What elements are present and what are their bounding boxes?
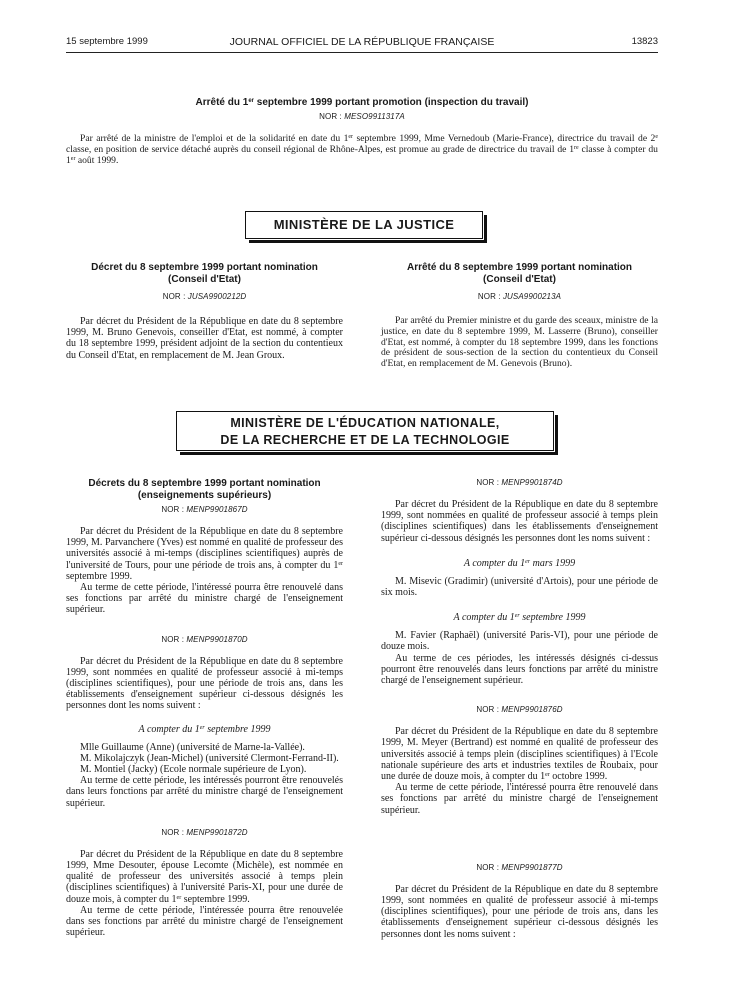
justice-arrete-title-line2: (Conseil d'Etat)	[483, 274, 556, 285]
ministry-education-heading	[176, 411, 554, 451]
top-arrete-section	[66, 97, 658, 166]
nor-label: NOR :	[161, 827, 187, 837]
justice-arrete-text: Par arrêté du Premier ministre et du garde des sceaux, ministre de la justice, en date du 8 septembre 1999, M. Lasserre (Bruno), conseiller d'Etat, est nommé, à compter du 18 septembre 1999, dans les fonctions de président de sous-section de la section du contentieux du Conseil d'Etat, en remplacement de M. Genevois (Bruno).	[381, 315, 658, 370]
education-right-1-item-2: M. Favier (Raphaël) (université Paris-VI), pour une période de douze mois.	[381, 630, 658, 653]
justice-decret-nor	[66, 291, 343, 302]
education-right-nor-3	[381, 862, 658, 873]
education-left-2-p1: Par décret du Président de la République en date du 8 septembre 1999, sont nommées en qualité de professeur associé à mi-temps (disciplines scientifiques), pour une période de trois ans, dans les établissements d'enseignement supérieur ci-dessous désignés les personnes dont les noms suivent :	[66, 655, 343, 712]
ministry-education-line2: DE LA RECHERCHE ET DE LA TECHNOLOGIE	[220, 433, 510, 447]
nor-code: MENP9901872D	[186, 827, 248, 837]
nor-label: NOR :	[476, 705, 502, 715]
justice-arrete-nor	[381, 291, 658, 302]
education-right-nor-1	[381, 477, 658, 488]
ministry-justice-label: MINISTÈRE DE LA JUSTICE	[273, 217, 455, 232]
nor-code: MENP9901877D	[501, 862, 563, 872]
nor-label: NOR :	[162, 292, 188, 301]
justice-arrete-section	[381, 262, 658, 370]
education-left-3-p1: Par décret du Président de la République en date du 8 septembre 1999, Mme Desouter, épouse Lecomte (Michèle), est nommée en qualité de professeur des universités associé à temps plein (disciplines scientifiques) à l'université Paris-XI, pour une durée de douze mois, à compter du 1er septembre 1999.	[66, 848, 343, 905]
education-right-nor-2	[381, 704, 658, 715]
education-left-3-p2: Au terme de cette période, l'intéressée pourra être renouvelée dans ses fonctions par arrêté du ministre chargé de l'enseignement supérieur.	[66, 904, 343, 939]
education-right-2-p1: Par décret du Président de la République en date du 8 septembre 1999, M. Meyer (Bertrand) est nommé en qualité de professeur des universités associé à temps plein (disciplines scientifiques) à l'Ecole nationale supérieure des arts et industries textiles de Roubaix, pour une durée de douze mois, à compter du 1er octobre 1999.	[381, 726, 658, 783]
nor-code: MENP9901867D	[186, 505, 248, 514]
education-right-1-p1: Par décret du Président de la République en date du 8 septembre 1999, sont nommées en qualité de professeur associé à temps plein (disciplines scientifiques) dans les établissements d'enseignement supérieur ci-dessous désignés les personnes dont les noms suivent :	[381, 499, 658, 544]
top-arrete-title: Arrêté du 1er septembre 1999 portant promotion (inspection du travail)	[195, 97, 529, 108]
education-right-1-dateline-1: A compter du 1er mars 1999	[463, 557, 576, 569]
nor-label: NOR :	[477, 292, 503, 301]
education-right-3-p1: Par décret du Président de la République en date du 8 septembre 1999, sont nommées en qualité de professeur associé à mi-temps (disciplines scientifiques), pour une période de trois ans, dans les établissements d'enseignement supérieur ci-dessous désignés les personnes dont les noms suivent :	[381, 883, 658, 940]
justice-arrete-title-line1: Arrêté du 8 septembre 1999 portant nomination	[406, 262, 633, 273]
justice-decret-text: Par décret du Président de la République en date du 8 septembre 1999, M. Bruno Genevois, conseiller d'Etat, est nommé, à compter du 18 septembre 1999, président adjoint de la section du contentieux du Conseil d'Etat, en remplacement de M. Jean Groux.	[66, 316, 343, 361]
education-decrets-title-line2: (enseignements supérieurs)	[137, 490, 272, 501]
top-arrete-nor	[66, 111, 658, 122]
education-right-1-dateline-2: A compter du 1er septembre 1999	[453, 612, 586, 624]
education-right-column	[381, 477, 658, 940]
education-left-1-p2: Au terme de cette période, l'intéressé pourra être renouvelé dans ses fonctions par arrêté du ministre chargé de l'enseignement supérieur.	[66, 582, 343, 616]
education-left-1-p1: Par décret du Président de la République en date du 8 septembre 1999, M. Parvanchere (Yves) est nommé en qualité de professeur des universités associé à mi-temps (disciplines scientifiques) auprès de l'université de Tours, pour une période de trois ans, à compter du 1er septembre 1999.	[66, 526, 343, 582]
header-date: 15 septembre 1999	[66, 36, 148, 47]
justice-decret-section	[66, 262, 343, 361]
header-journal-title: JOURNAL OFFICIEL DE LA RÉPUBLIQUE FRANÇAISE	[229, 36, 495, 48]
education-left-nor-1	[66, 504, 343, 515]
nor-code: MESO9911317A	[344, 112, 405, 121]
justice-decret-title-line2: (Conseil d'Etat)	[168, 274, 241, 285]
education-left-nor-2	[66, 634, 343, 645]
header-rule	[66, 52, 658, 53]
education-left-2-item-2: M. Mikolajczyk (Jean-Michel) (université Clermont-Ferrand-II).	[80, 752, 339, 764]
running-header	[66, 36, 658, 50]
nor-code: MENP9901876D	[501, 705, 563, 715]
nor-code: MENP9901874D	[501, 478, 563, 487]
education-left-2-item-3: M. Montiel (Jacky) (Ecole normale supérieure de Lyon).	[80, 764, 307, 776]
nor-code: JUSA9900212D	[187, 292, 247, 301]
education-left-2-p2: Au terme de cette période, les intéressés pourront être renouvelés dans leurs fonctions par arrêté du ministre chargé de l'enseignement supérieur.	[66, 775, 343, 809]
education-left-column	[66, 478, 343, 938]
nor-label: NOR :	[476, 478, 502, 487]
education-left-2-item-1: Mlle Guillaume (Anne) (université de Marne-la-Vallée).	[80, 741, 305, 753]
nor-label: NOR :	[161, 634, 187, 644]
nor-label: NOR :	[161, 505, 187, 514]
ministry-education-line1: MINISTÈRE DE L'ÉDUCATION NATIONALE,	[230, 416, 500, 430]
education-decrets-title-line1: Décrets du 8 septembre 1999 portant nomination	[88, 478, 321, 489]
nor-label: NOR :	[476, 862, 502, 872]
top-arrete-text: Par arrêté de la ministre de l'emploi et de la solidarité en date du 1er septembre 1999, Mme Vernedoub (Marie-France), directrice du travail de 2e classe, en position de service détaché auprès du conseil régional de Rhône-Alpes, est promue au grade de directrice du travail de 1re classe à compter du 1er août 1999.	[66, 133, 658, 166]
education-right-2-p2: Au terme de cette période, l'intéressé pourra être renouvelé dans ses fonctions par arrêté du ministre chargé de l'enseignement supérieur.	[381, 782, 658, 816]
education-right-1-p2: Au terme de ces périodes, les intéressés désignés ci-dessus pourront être renouvelés dans leurs fonctions par arrêté du ministre chargé de l'enseignement supérieur.	[381, 652, 658, 687]
education-left-2-dateline: A compter du 1er septembre 1999	[138, 723, 271, 735]
education-right-1-item-1: M. Misevic (Gradimir) (université d'Artois), pour une période de six mois.	[381, 575, 658, 599]
education-left-nor-3	[66, 827, 343, 838]
ministry-justice-heading	[245, 211, 483, 239]
nor-label: NOR :	[319, 112, 345, 121]
header-page-number: 13823	[631, 36, 658, 47]
nor-code: JUSA9900213A	[502, 292, 562, 301]
nor-code: MENP9901870D	[186, 634, 248, 644]
justice-decret-title-line1: Décret du 8 septembre 1999 portant nomination	[91, 262, 318, 273]
